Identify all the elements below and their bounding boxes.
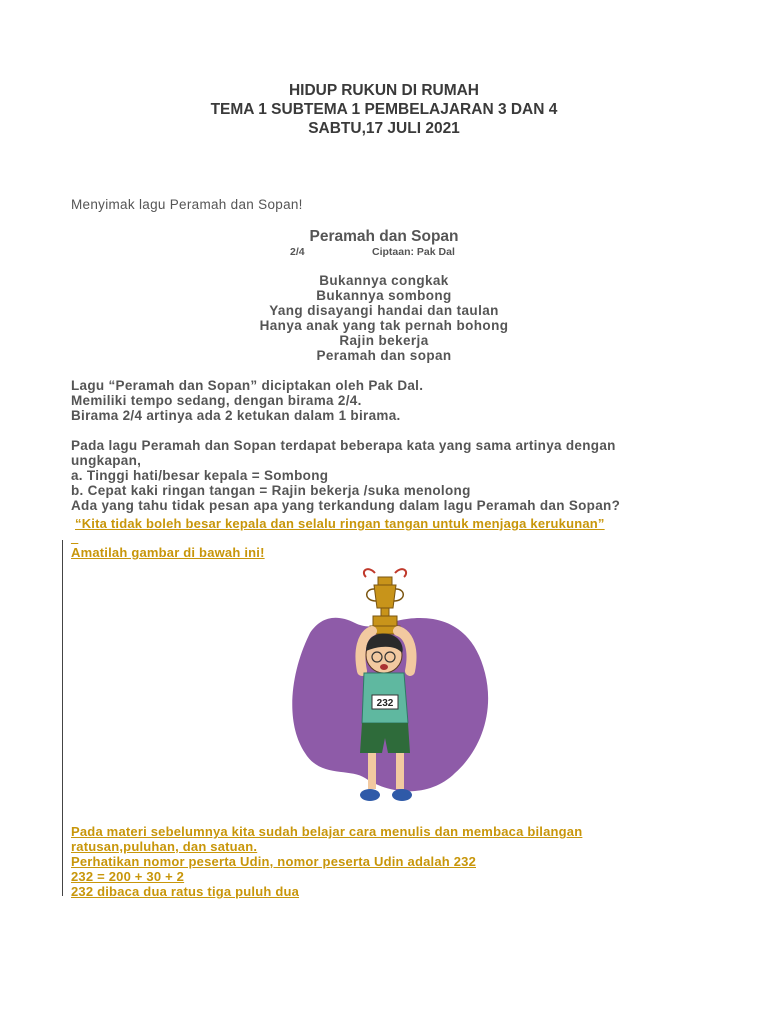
explanation-line: ratusan,puluhan, dan satuan. (71, 839, 258, 854)
margin-line (62, 540, 63, 896)
lyric-line: Hanya anak yang tak pernah bohong (259, 318, 509, 333)
explanation-line: 232 = 200 + 30 + 2 (71, 869, 185, 884)
song-birama: 2/4 (290, 246, 305, 258)
song-title: Peramah dan Sopan (309, 228, 459, 245)
boy-right-shoe (392, 789, 412, 801)
paragraph-line: Memiliki tempo sedang, dengan birama 2/4. (71, 393, 362, 408)
expressions-paragraph (71, 438, 711, 513)
paragraph-line: Lagu “Peramah dan Sopan” diciptakan oleh Pak Dal. (71, 378, 424, 393)
paragraph-line: b. Cepat kaki ringan tangan = Rajin bekerja /suka menolong (71, 483, 471, 498)
boy-left-shoe (360, 789, 380, 801)
lyric-line: Peramah dan sopan (316, 348, 452, 363)
lyric-line: Bukannya sombong (316, 288, 452, 303)
look-instruction: Amatilah gambar di bawah ini! (71, 545, 265, 560)
song-info-paragraph (71, 378, 711, 423)
paragraph-line: Ada yang tahu tidak pesan apa yang terkandung dalam lagu Peramah dan Sopan? (71, 498, 621, 513)
explanation-line: 232 dibaca dua ratus tiga puluh dua (71, 884, 300, 899)
moral-quote: “Kita tidak boleh besar kepala dan selalu ringan tangan untuk menjaga kerukunan” (75, 516, 605, 531)
explanation-line: Perhatikan nomor peserta Udin, nomor peserta Udin adalah 232 (71, 854, 476, 869)
boy-right-leg (396, 753, 404, 789)
paragraph-line: ungkapan, (71, 453, 142, 468)
lyric-line: Bukannya congkak (319, 273, 449, 288)
quote-underscore: _ (71, 530, 79, 545)
lyric-line: Rajin bekerja (339, 333, 429, 348)
bib-number: 232 (376, 698, 394, 709)
song-lyrics (0, 273, 768, 363)
paragraph-line: Birama 2/4 artinya ada 2 ketukan dalam 1 birama. (71, 408, 401, 423)
header-date: SABTU,17 JULI 2021 (308, 120, 460, 137)
boy-left-leg (368, 753, 376, 789)
intro-instruction: Menyimak lagu Peramah dan Sopan! (71, 197, 303, 212)
paragraph-line: Pada lagu Peramah dan Sopan terdapat beberapa kata yang sama artinya dengan (71, 438, 616, 453)
number-explanation (71, 824, 711, 899)
lyric-line: Yang disayangi handai dan taulan (269, 303, 499, 318)
boy-holding-trophy-illustration (280, 563, 500, 813)
header-title: HIDUP RUKUN DI RUMAH (288, 82, 480, 99)
song-composer: Ciptaan: Pak Dal (372, 246, 455, 258)
explanation-line: Pada materi sebelumnya kita sudah belajar cara menulis dan membaca bilangan (71, 824, 583, 839)
paragraph-line: a. Tinggi hati/besar kepala = Sombong (71, 468, 329, 483)
header-theme: TEMA 1 SUBTEMA 1 PEMBELAJARAN 3 DAN 4 (210, 101, 558, 118)
document-header (0, 81, 768, 138)
